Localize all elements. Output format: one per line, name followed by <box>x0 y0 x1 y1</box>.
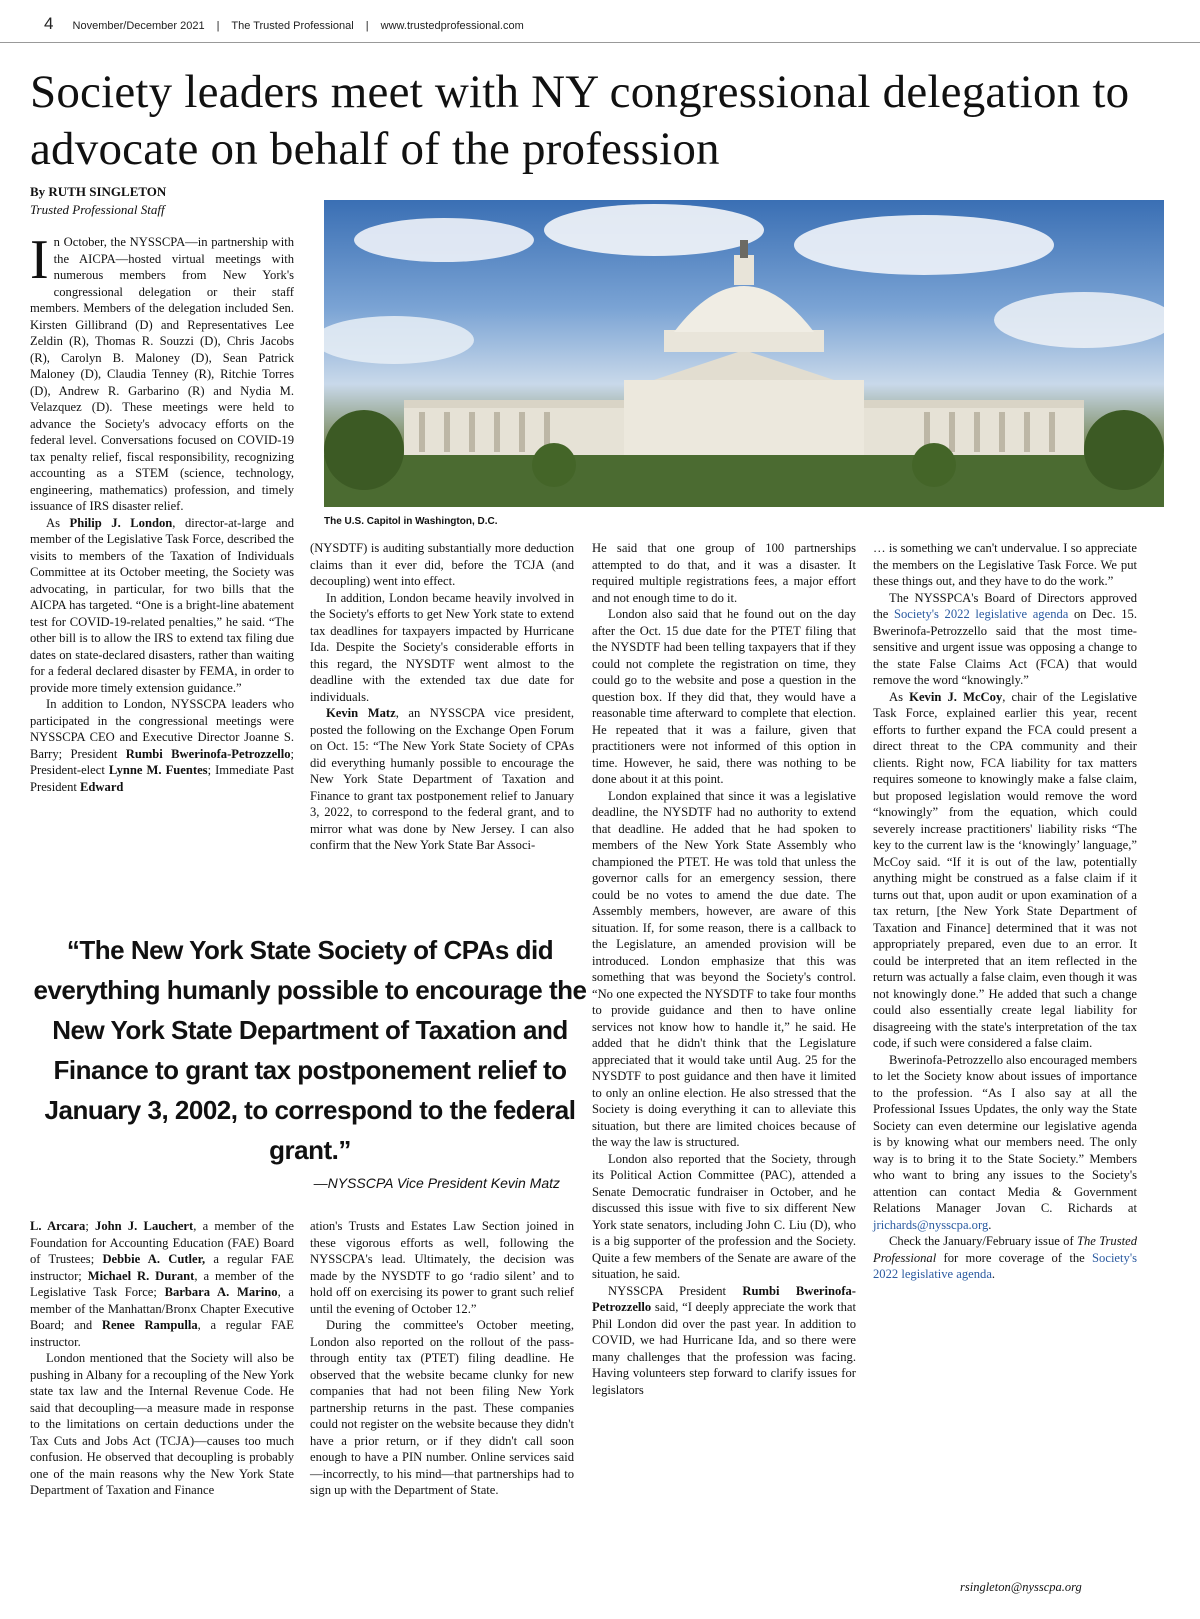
publication-name: The Trusted Professional <box>231 20 354 32</box>
paragraph: London explained that since it was a legislative deadline, the NYSDTF had no authority to extend that deadline. He added that he had spoken to members of the New York State Assembly who championed the PTET. He was told that unless the governor calls for an emergency session, there could be no votes to amend the due date. The Assembly members, however, are aware of this situation. If, for some reason, there is a callback to the Legislature, an amended provision will be introduced. London emphasize that this was something that was beyond the Society's control. “No one expected the NYSDTF to take four months to provide guidance and then to have online services not know how to handle it,” he said. He added that he didn't think that the Legislature appreciated that it would take until Aug. 25 for the NYSDTF to post guidance and then have it limited to only an online election. He also stressed that the Society is doing everything it can to alleviate this situation, but there are limited choices because of the way the law is structured. <box>592 788 856 1149</box>
paragraph: ation's Trusts and Estates Law Section joined in these vigorous efforts as well, following the NYSSCPA's lead. Ultimately, the decision was made by the NYSDTF to go ‘radio silent’ and to hold off on exercising its power to grant such relief until the evening of October 12.” <box>310 1219 574 1316</box>
paragraph: London mentioned that the Society will also be pushing in Albany for a recoupling of the New York state tax law and the Internal Revenue Code. He said that decoupling—a measure made in response to the limitations on certain deductions under the Tax Cuts and Jobs Act (TCJA)—causes too much confusion. He observed that decoupling is probably one of the main reasons why the New York State Department of Taxation and Finance <box>30 1351 294 1497</box>
paragraph: … is something we can't undervalue. I so appreciate the members on the Legislative Task Force. We put these things out, and they have to do the work.” <box>873 541 1137 588</box>
article-column-3 <box>592 540 856 1575</box>
article-column-4 <box>873 540 1137 1575</box>
paragraph: Bwerinofa-Petrozzello also encouraged members to let the Society know about issues of importance to the profession. “As I also say at all the Professional Issues Updates, the only way the State Society can even determine our legislative agenda is by knowing what our members need. The only way is to bring it to the State Society.” Members who want to bring any issues to the Society's attention can contact Media & Government Relations Manager Jovan C. Richards at jrichards@nysscpa.org. <box>873 1052 1137 1232</box>
pull-quote: “The New York State Society of CPAs did everything humanly possible to encourage the New York State Department of Taxation and Finance to grant tax postponement relief to January 3, 2002, to correspond to the federal grant.” <box>33 935 587 1165</box>
paragraph: In addition, London became heavily involved in the Society's efforts to get New York state to extend tax deadlines for taxpayers impacted by Hurricane Ida. Despite the Society's considerable efforts in this regard, the NYSDTF went almost to the deadline with the extended tax due date for individuals. <box>310 590 574 704</box>
header-rule <box>0 42 1200 43</box>
issue-date: November/December 2021 <box>72 20 205 32</box>
author: By RUTH SINGLETON <box>30 184 167 199</box>
person-name: Kevin J. McCoy <box>909 689 1003 704</box>
paragraph <box>30 229 294 515</box>
paragraph: During the committee's October meeting, London also reported on the rollout of the pass-through entity tax (PTET) filing deadline. He observed that the website became clunky for new companies that had not been filing New York partnership returns in the past. These companies could not register on the website because they didn't have a prior return, or if they didn't call soon enough to have a PIN number. Online services said—incorrectly, to his mind—that partnerships had to sign up with the Department of State. <box>310 1318 574 1497</box>
author-email-signoff[interactable]: rsingleton@nysscpa.org <box>960 1580 1082 1594</box>
person-name: Kevin Matz <box>326 706 396 720</box>
paragraph: NYSSCPA President Rumbi Bwerinofa-Petrozzello said, “I deeply appreciate the work that Phil London did over the past year. In addition to COVID, we had Hurricane Ida, and so there were many challenges that the profession was facing. Having volunteers step forward to clarify issues for legislators <box>592 1283 856 1397</box>
drop-cap: I <box>30 229 49 291</box>
person-name: Rumbi Bwerinofa-Petrozzello <box>125 746 291 761</box>
paragraph: The NYSSPCA's Board of Directors approved the Society's 2022 legislative agenda on Dec. 15. Bwerinofa-Petrozzello said that the most time-sensitive and urgent issue was opposing a change to the state False Claims Act (FCA) that would remove the word “knowingly.” <box>873 590 1137 687</box>
photo-caption: The U.S. Capitol in Washington, D.C. <box>324 516 498 527</box>
paragraph: L. Arcara; John J. Lauchert, a member of the Foundation for Accounting Education (FAE) Board of Trustees; Debbie A. Cutler, a regular FAE instructor; Michael R. Durant, a member of the Legislative Task Force; Barbara A. Marino, a member of the Manhattan/Bronx Chapter Executive Board; and Renee Rampulla, a regular FAE instructor. <box>30 1219 295 1349</box>
paragraph: As Philip J. London, director-at-large and member of the Legislative Task Force, described the visits to members of the Taxation of Individuals Committee at its October meeting, the Society was advocating, in particular, for two bills that the AICPA has targeted. “One is a bright-line abatement test for COVID-19-related penalties,” he said. “The other bill is to allow the IRS to extend tax filing due dates on state-declared disasters, rather than waiting for a federal declared disaster by FEMA, in order to provide more timely extension guidance.” <box>30 515 295 695</box>
paragraph: As Kevin J. McCoy, chair of the Legislative Task Force, explained earlier this year, recent efforts to further expand the FCA could present a direct threat to the CPA community and their clients. Right now, FCA liability for tax matters requires someone to knowingly make a false claim, but proposed legislation would remove the word “knowingly” from the equation, which could severely increase practitioners' liability risks “The key to the current law is the ‘knowingly’ language,” McCoy said. “If it is out of the law, potentially anything might be construed as a false claim if it turns out that, upon audit or upon examination of a tax return, [the New York State Department of Taxation and Finance] determined that it was not appropriately prepared, even due to an error. It could be interpreted that an item reflected in the return was actually a false claim, even though it was not knowingly done.” He added that such a change could also essentially create legal liability for disagreeing with the state's interpretation of the tax code, if such were considered a false claim. <box>873 689 1137 1050</box>
article-column-2-continued <box>310 1218 574 1573</box>
website-link[interactable]: www.trustedprofessional.com <box>380 20 524 32</box>
author-role: Trusted Professional Staff <box>30 202 165 217</box>
paragraph: London also said that he found out on the day after the Oct. 15 due date for the PTET filing that the NYSDTF had been telling taxpayers that if they could not complete the registration on time, they could go to the website and pose a question in the question box. If they did that, they would have a reasonable time afterward to complete that election. He repeated that it was a failure, given that practitioners were not informed of this option in time. However, he said, there was nothing to be done about it at this point. <box>592 607 856 786</box>
article-column-2 <box>310 540 574 900</box>
page-header: 4 November/December 2021 | The Trusted Professional | www.trustedprofessional.com <box>44 14 524 33</box>
legislative-agenda-link[interactable]: Society's 2022 legislative agenda <box>894 607 1069 621</box>
paragraph-text: n October, the NYSSCPA—in partnership with the AICPA—hosted virtual meetings with numerous members from New York's congressional delegation or their staff members. Members of the delegation included Sen. Kirsten Gillibrand (D) and Representatives Lee Zeldin (R), Thomas R. Souzzi (D), Chris Jacobs (R), Carolyn B. Maloney (D), Sean Patrick Maloney (D), Claudia Tenney (R), Ritchie Torres (D), Andrew R. Garbarino (R) and Nydia M. Velazquez (D). These meetings were held to advance the Society's advocacy efforts on the federal level. Conversations focused on COVID-19 tax penalty relief, fiscal responsibility, recognizing accounting as a STEM (science, technology, engineering, mathematics) profession, and timely issuance of IRS disaster relief. <box>30 235 294 513</box>
person-name: Edward <box>80 779 124 794</box>
legislative-agenda-link-2[interactable]: Society's 2022 legislative agenda <box>873 1250 1137 1281</box>
article-column-1-continued <box>30 1218 294 1573</box>
article-column-1 <box>30 229 295 924</box>
headline: Society leaders meet with NY congressional delegation to advocate on behalf of the profession <box>30 66 1130 175</box>
person-name: Rumbi Bwerinofa-Petrozzello <box>592 1283 856 1314</box>
person-name: Philip J. London <box>69 515 173 530</box>
byline <box>30 183 166 219</box>
email-link[interactable]: jrichards@nysscpa.org <box>873 1217 989 1232</box>
paragraph: Kevin Matz, an NYSSCPA vice president, posted the following on the Exchange Open Forum on Oct. 15: “The New York State Society of CPAs did everything humanly possible to encourage the New York State Department of Taxation and Finance to grant tax postponement relief to January 3, 2022, to correspond to the federal grant, and to mirror what was done by New Jersey. I can also confirm that the New York State Bar Associ- <box>310 706 574 852</box>
capitol-photo <box>324 200 1164 507</box>
person-name: Lynne M. Fuentes <box>108 763 208 777</box>
pull-quote-attribution: —NYSSCPA Vice President Kevin Matz <box>313 1175 560 1191</box>
paragraph: Check the January/February issue of The Trusted Professional for more coverage of the Society's 2022 legislative agenda. <box>873 1234 1137 1281</box>
page-number: 4 <box>44 14 54 33</box>
paragraph: London also reported that the Society, through its Political Action Committee (PAC), attended a Senate Democratic fundraiser in October, and he discussed this issue with five to six different New York state senators, including John C. Liu (D), who is a big supporter of the profession and the Society. Quite a few members of the Senate are aware of the situation, he said. <box>592 1151 856 1281</box>
paragraph: He said that one group of 100 partnerships attempted to do that, and it was a disaster. It required multiple registrations fees, a major effort and not enough time to do it. <box>592 541 856 605</box>
paragraph: (NYSDTF) is auditing substantially more deduction claims than it ever did, before the TCJA (and decoupling) went into effect. <box>310 541 574 588</box>
paragraph: In addition to London, NYSSCPA leaders who participated in the congressional meetings were NYSSCPA CEO and Executive Director Joanne S. Barry; President Rumbi Bwerinofa-Petrozzello; President-elect Lynne M. Fuentes; Immediate Past President Edward <box>30 697 294 794</box>
capitol-illustration <box>324 200 1164 507</box>
